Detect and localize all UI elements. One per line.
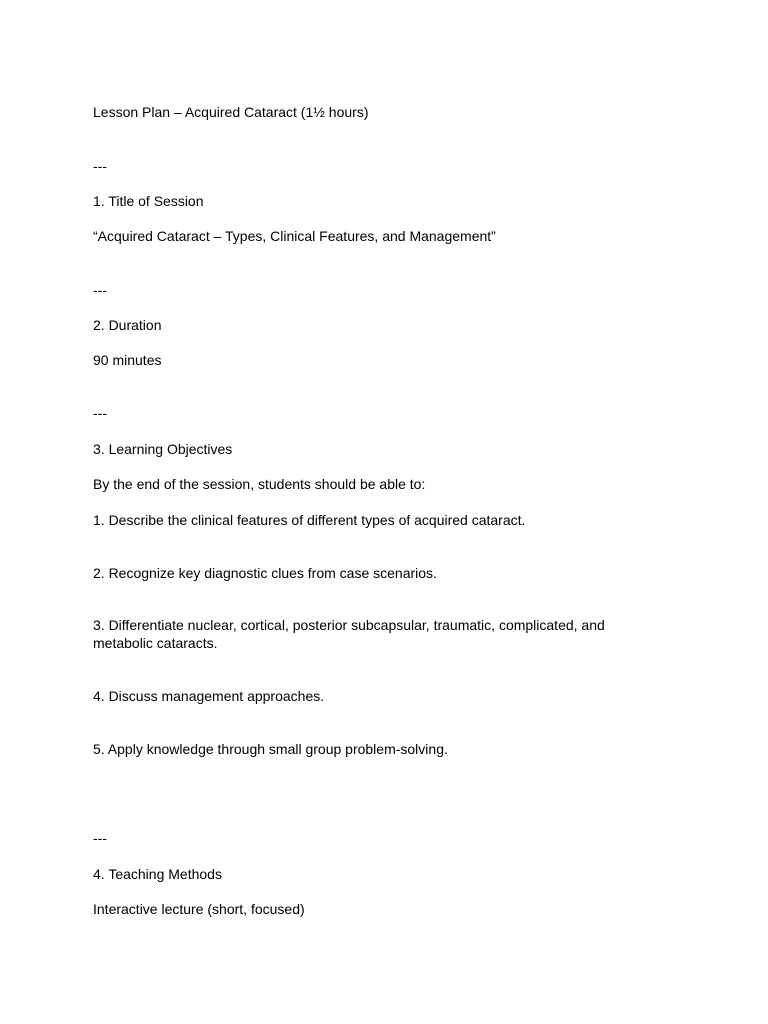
teaching-method-text: Interactive lecture (short, focused) <box>93 901 305 917</box>
objective-item: 5. Apply knowledge through small group problem-solving. <box>93 741 448 757</box>
objective-item: 3. Differentiate nuclear, cortical, posterior subcapsular, traumatic, complicated, and metabolic cataracts. <box>93 617 605 651</box>
section-heading-learning-objectives: 3. Learning Objectives <box>93 441 233 457</box>
section-separator: --- <box>93 158 107 174</box>
objectives-intro: By the end of the session, students should be able to: <box>93 476 426 492</box>
objective-item: 2. Recognize key diagnostic clues from case scenarios. <box>93 565 437 581</box>
duration-text: 90 minutes <box>93 352 162 368</box>
section-separator: --- <box>93 830 107 846</box>
document-title: Lesson Plan – Acquired Cataract (1½ hours) <box>93 104 369 120</box>
section-heading-title-of-session: 1. Title of Session <box>93 193 204 209</box>
section-separator: --- <box>93 282 107 298</box>
section-heading-duration: 2. Duration <box>93 317 162 333</box>
objective-item: 1. Describe the clinical features of different types of acquired cataract. <box>93 512 526 528</box>
objective-item: 4. Discuss management approaches. <box>93 688 325 704</box>
section-heading-teaching-methods: 4. Teaching Methods <box>93 866 222 882</box>
session-title-text: “Acquired Cataract – Types, Clinical Features, and Management” <box>93 228 496 244</box>
section-separator: --- <box>93 405 107 421</box>
